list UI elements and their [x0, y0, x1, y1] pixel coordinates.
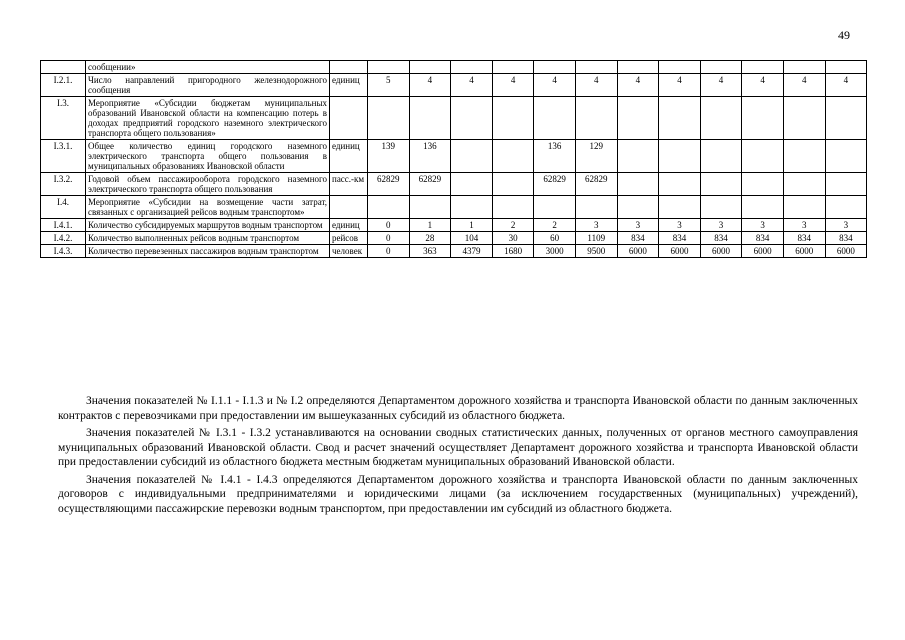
row-value-cell — [659, 140, 701, 173]
row-value-cell: 62829 — [575, 173, 617, 196]
row-value-cell — [368, 196, 410, 219]
row-value-cell — [617, 61, 659, 74]
row-value-cell — [534, 196, 576, 219]
row-description-cell: Общее количество единиц городского наземного электрического транспорта общего пользования в муниципальных образованиях Ивановской области — [86, 140, 330, 173]
row-unit-cell — [330, 97, 368, 140]
row-value-cell: 30 — [492, 232, 534, 245]
row-value-cell — [825, 140, 867, 173]
row-value-cell — [742, 140, 784, 173]
row-value-cell: 129 — [575, 140, 617, 173]
row-value-cell: 139 — [368, 140, 410, 173]
row-number-cell: I.2.1. — [41, 74, 86, 97]
table-row — [41, 245, 867, 258]
row-value-cell: 1680 — [492, 245, 534, 258]
page-number: 49 — [838, 28, 850, 42]
table-body — [41, 61, 867, 258]
row-value-cell — [451, 196, 493, 219]
row-number-cell: I.3.2. — [41, 173, 86, 196]
row-value-cell — [368, 61, 410, 74]
row-value-cell: 3 — [617, 219, 659, 232]
row-value-cell: 3 — [742, 219, 784, 232]
table-row — [41, 196, 867, 219]
row-value-cell: 5 — [368, 74, 410, 97]
row-value-cell: 6000 — [659, 245, 701, 258]
row-value-cell — [659, 97, 701, 140]
row-value-cell: 1109 — [575, 232, 617, 245]
row-value-cell: 4 — [617, 74, 659, 97]
row-value-cell: 3 — [825, 219, 867, 232]
row-value-cell — [825, 97, 867, 140]
row-value-cell: 4 — [742, 74, 784, 97]
row-description-cell: сообщении» — [86, 61, 330, 74]
row-value-cell: 104 — [451, 232, 493, 245]
note-paragraph: Значения показателей № I.4.1 - I.4.3 определяются Департаментом дорожного хозяйства и транспорта Ивановской области по данным заключенных договоров с индивидуальными предпринимателями и юридическими лицами (за исключением государственных (муниципальных) учреждений), осуществляющими пассажирские перевозки водным транспортом, при предоставлении им субсидий из областного бюджета. — [58, 473, 858, 515]
row-value-cell: 3 — [783, 219, 825, 232]
row-value-cell: 4 — [783, 74, 825, 97]
row-value-cell — [575, 196, 617, 219]
row-value-cell — [575, 97, 617, 140]
row-value-cell: 2 — [534, 219, 576, 232]
row-value-cell: 834 — [783, 232, 825, 245]
row-value-cell — [492, 173, 534, 196]
row-value-cell: 4 — [492, 74, 534, 97]
row-value-cell — [409, 97, 451, 140]
row-value-cell: 6000 — [825, 245, 867, 258]
row-value-cell: 1 — [451, 219, 493, 232]
row-value-cell — [451, 173, 493, 196]
row-value-cell — [492, 97, 534, 140]
row-value-cell: 136 — [409, 140, 451, 173]
row-value-cell: 3 — [659, 219, 701, 232]
row-value-cell — [575, 61, 617, 74]
row-value-cell — [492, 196, 534, 219]
table-row — [41, 232, 867, 245]
row-value-cell: 4 — [700, 74, 742, 97]
table-row — [41, 140, 867, 173]
row-value-cell — [783, 196, 825, 219]
row-value-cell: 0 — [368, 232, 410, 245]
row-value-cell — [742, 61, 784, 74]
row-description-cell: Годовой объем пассажирооборота городского наземного электрического транспорта общего пользования — [86, 173, 330, 196]
row-value-cell: 834 — [742, 232, 784, 245]
row-value-cell — [409, 196, 451, 219]
row-number-cell: I.4.3. — [41, 245, 86, 258]
row-description-cell: Мероприятие «Субсидии на возмещение части затрат, связанных с организацией рейсов водным транспортом» — [86, 196, 330, 219]
row-value-cell: 4 — [575, 74, 617, 97]
row-value-cell: 4 — [659, 74, 701, 97]
row-unit-cell: человек — [330, 245, 368, 258]
row-number-cell: I.3.1. — [41, 140, 86, 173]
row-value-cell: 3000 — [534, 245, 576, 258]
row-value-cell — [451, 140, 493, 173]
row-description-cell: Число направлений пригородного железнодорожного сообщения — [86, 74, 330, 97]
row-value-cell: 6000 — [617, 245, 659, 258]
row-value-cell: 4 — [825, 74, 867, 97]
row-value-cell: 62829 — [534, 173, 576, 196]
row-value-cell — [700, 140, 742, 173]
row-value-cell: 834 — [617, 232, 659, 245]
row-value-cell: 363 — [409, 245, 451, 258]
row-value-cell: 3 — [575, 219, 617, 232]
row-unit-cell: единиц — [330, 219, 368, 232]
row-value-cell: 62829 — [409, 173, 451, 196]
row-value-cell: 834 — [700, 232, 742, 245]
row-value-cell — [783, 173, 825, 196]
row-value-cell: 28 — [409, 232, 451, 245]
row-value-cell — [409, 61, 451, 74]
row-value-cell — [617, 140, 659, 173]
row-unit-cell: рейсов — [330, 232, 368, 245]
row-number-cell — [41, 61, 86, 74]
note-paragraph: Значения показателей № I.3.1 - I.3.2 устанавливаются на основании сводных статистических данных, полученных от органов местного самоуправления муниципальных образований Ивановской области. Свод и расчет значений осуществляет Департамент дорожного хозяйства и транспорта Ивановской области при предоставлении субсидий из областного бюджета местным бюджетам муниципальных образований Ивановской области. — [58, 427, 858, 468]
table-row — [41, 173, 867, 196]
row-value-cell: 4379 — [451, 245, 493, 258]
row-value-cell — [617, 173, 659, 196]
row-value-cell: 6000 — [783, 245, 825, 258]
row-number-cell: I.3. — [41, 97, 86, 140]
indicators-table — [40, 60, 867, 258]
row-value-cell — [700, 61, 742, 74]
row-value-cell — [451, 97, 493, 140]
row-description-cell: Количество субсидируемых маршрутов водным транспортом — [86, 219, 330, 232]
row-value-cell: 136 — [534, 140, 576, 173]
row-value-cell: 0 — [368, 245, 410, 258]
row-unit-cell — [330, 196, 368, 219]
row-value-cell: 4 — [534, 74, 576, 97]
row-value-cell — [492, 140, 534, 173]
row-description-cell: Количество перевезенных пассажиров водным транспортом — [86, 245, 330, 258]
row-value-cell — [492, 61, 534, 74]
row-description-cell: Количество выполненных рейсов водным транспортом — [86, 232, 330, 245]
row-value-cell — [451, 61, 493, 74]
note-paragraph: Значения показателей № I.1.1 - I.1.3 и № I.2 определяются Департаментом дорожного хозяйства и транспорта Ивановской области по данным заключенных контрактов с перевозчиками при предоставлении им вышеуказанных субсидий из областного бюджета. — [58, 395, 858, 422]
row-value-cell: 6000 — [742, 245, 784, 258]
row-value-cell — [742, 196, 784, 219]
row-value-cell — [659, 196, 701, 219]
row-value-cell: 3 — [700, 219, 742, 232]
row-value-cell — [742, 97, 784, 140]
row-value-cell — [783, 140, 825, 173]
row-value-cell: 6000 — [700, 245, 742, 258]
row-value-cell: 0 — [368, 219, 410, 232]
row-value-cell: 1 — [409, 219, 451, 232]
row-value-cell — [700, 97, 742, 140]
row-value-cell — [617, 196, 659, 219]
row-value-cell: 834 — [659, 232, 701, 245]
row-value-cell — [825, 173, 867, 196]
row-unit-cell: пасс.-км — [330, 173, 368, 196]
row-value-cell: 9500 — [575, 245, 617, 258]
row-number-cell: I.4.2. — [41, 232, 86, 245]
row-value-cell — [617, 97, 659, 140]
row-value-cell — [742, 173, 784, 196]
row-value-cell — [825, 196, 867, 219]
row-number-cell: I.4. — [41, 196, 86, 219]
row-value-cell — [534, 61, 576, 74]
row-value-cell: 4 — [451, 74, 493, 97]
row-value-cell — [783, 61, 825, 74]
row-value-cell: 834 — [825, 232, 867, 245]
row-unit-cell — [330, 61, 368, 74]
row-value-cell: 4 — [409, 74, 451, 97]
table-row — [41, 61, 867, 74]
row-value-cell — [700, 173, 742, 196]
row-value-cell: 60 — [534, 232, 576, 245]
table-row — [41, 97, 867, 140]
notes-section — [58, 394, 858, 519]
row-value-cell — [700, 196, 742, 219]
row-value-cell — [783, 97, 825, 140]
row-unit-cell: единиц — [330, 140, 368, 173]
row-value-cell — [825, 61, 867, 74]
row-value-cell — [368, 97, 410, 140]
row-value-cell — [659, 61, 701, 74]
table-row — [41, 74, 867, 97]
row-value-cell — [659, 173, 701, 196]
row-value-cell — [534, 97, 576, 140]
row-value-cell: 62829 — [368, 173, 410, 196]
row-unit-cell: единиц — [330, 74, 368, 97]
row-description-cell: Мероприятие «Субсидии бюджетам муниципальных образований Ивановской области на компенсацию потерь в доходах предприятий городского наземного электрического транспорта общего пользования» — [86, 97, 330, 140]
row-value-cell: 2 — [492, 219, 534, 232]
row-number-cell: I.4.1. — [41, 219, 86, 232]
table-row — [41, 219, 867, 232]
